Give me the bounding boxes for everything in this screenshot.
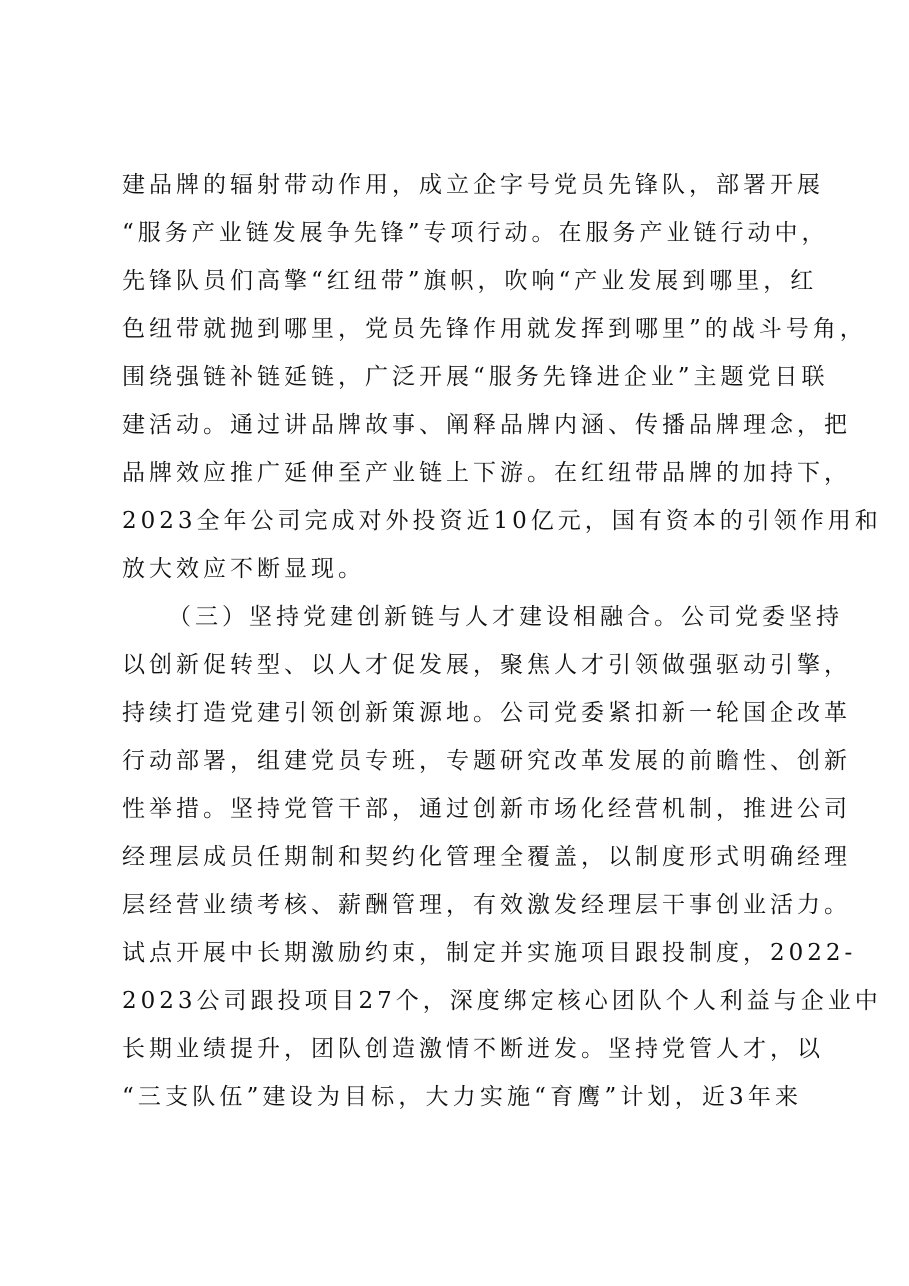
text-line: 试点开展中长期激励约束，制定并实施项目跟投制度，2022- (122, 940, 857, 966)
section-heading-line: （三）坚持党建创新链与人才建设相融合。公司党委坚持 (168, 604, 843, 630)
text-line: 先锋队员们高擎“红纽带”旗帜，吹响“产业发展到哪里，红 (122, 268, 818, 294)
text-line: 长期业绩提升，团队创造激情不断迸发。坚持党管人才，以 (122, 1036, 824, 1062)
text-line: 以创新促转型、以人才促发展，聚焦人才引领做强驱动引擎， (122, 652, 851, 678)
text-line: “服务产业链发展争先锋”专项行动。在服务产业链行动中， (122, 220, 829, 246)
text-line: 2023全年公司完成对外投资近10亿元，国有资本的引领作用和 (122, 508, 882, 534)
text-line: 性举措。坚持党管干部，通过创新市场化经营机制，推进公司 (122, 796, 851, 822)
text-line: 经理层成员任期制和契约化管理全覆盖，以制度形式明确经理 (122, 844, 851, 870)
text-line: 放大效应不断显现。 (122, 556, 365, 582)
text-line: 品牌效应推广延伸至产业链上下游。在红纽带品牌的加持下， (122, 460, 851, 486)
text-line: 层经营业绩考核、薪酬管理，有效激发经理层干事创业活力。 (122, 892, 851, 918)
text-line: 行动部署，组建党员专班，专题研究改革发展的前瞻性、创新 (122, 748, 851, 774)
text-line: 建活动。通过讲品牌故事、阐释品牌内涵、传播品牌理念，把 (122, 412, 851, 438)
text-line: 2023公司跟投项目27个，深度绑定核心团队个人利益与企业中 (122, 988, 882, 1014)
text-line: “三支队伍”建设为目标，大力实施“育鹰”计划，近3年来 (122, 1084, 802, 1110)
text-line: 持续打造党建引领创新策源地。公司党委紧扣新一轮国企改革 (122, 700, 851, 726)
text-line: 建品牌的辐射带动作用，成立企字号党员先锋队，部署开展 (122, 172, 824, 198)
text-line: 色纽带就抛到哪里，党员先锋作用就发挥到哪里”的战斗号角， (122, 316, 867, 342)
text-line: 围绕强链补链延链，广泛开展“服务先锋进企业”主题党日联 (122, 364, 829, 390)
